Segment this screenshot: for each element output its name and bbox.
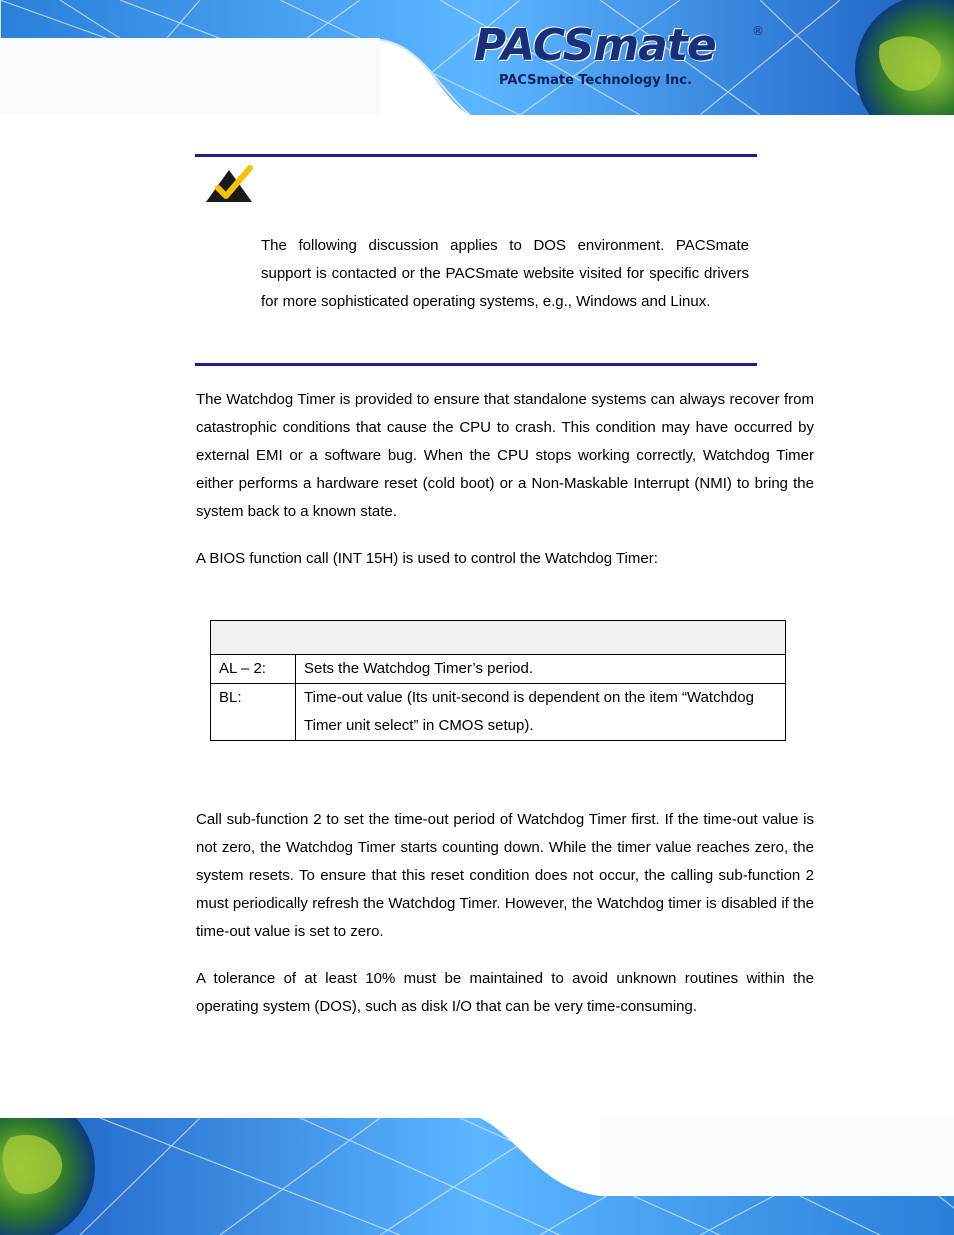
table-description-cell: Sets the Watchdog Timer’s period.	[296, 655, 786, 684]
logo-registered-mark: ®	[752, 24, 764, 38]
logo-text: PACSmate	[474, 20, 716, 71]
paragraph-tolerance: A tolerance of at least 10% must be maintained to avoid unknown routines within the operating system (DOS), such as disk I/O that can be very time-consuming.	[196, 970, 814, 1015]
table-header-cell	[211, 621, 786, 655]
table-row	[211, 684, 786, 741]
paragraph-bios-call: A BIOS function call (INT 15H) is used to control the Watchdog Timer:	[196, 550, 658, 567]
table-header-row	[211, 621, 786, 655]
checkmark-note-icon	[204, 164, 254, 204]
note-top-rule	[195, 154, 757, 157]
company-name: PACSmate Technology Inc.	[499, 73, 692, 88]
paragraph-watchdog-intro: The Watchdog Timer is provided to ensure that standalone systems can always recover from catastrophic conditions that cause the CPU to crash. This condition may have occurred by external EMI or a software bug. When the CPU stops working correctly, Watchdog Timer either performs a hardware reset (cold boot) or a Non-Maskable Interrupt (NMI) to bring the system back to a known state.	[196, 391, 814, 520]
note-bottom-rule	[195, 363, 757, 366]
bios-function-table	[210, 620, 786, 741]
table-register-cell: BL:	[211, 684, 296, 741]
table-register-cell: AL – 2:	[211, 655, 296, 684]
table-description-cell: Time-out value (Its unit-second is dependent on the item “Watchdog Timer unit select” in CMOS setup).	[296, 684, 786, 741]
note-text: The following discussion applies to DOS environment. PACSmate support is contacted or the PACSmate website visited for specific drivers for more sophisticated operating systems, e.g., Windows and Linux.	[261, 237, 749, 310]
table-row	[211, 655, 786, 684]
paragraph-subfunction: Call sub-function 2 to set the time-out period of Watchdog Timer first. If the time-out value is not zero, the Watchdog Timer starts counting down. While the timer value reaches zero, the system resets. To ensure that this reset condition does not occur, the calling sub-function 2 must periodically refresh the Watchdog Timer. However, the Watchdog timer is disabled if the time-out value is set to zero.	[196, 811, 814, 940]
footer-banner	[0, 1118, 954, 1235]
